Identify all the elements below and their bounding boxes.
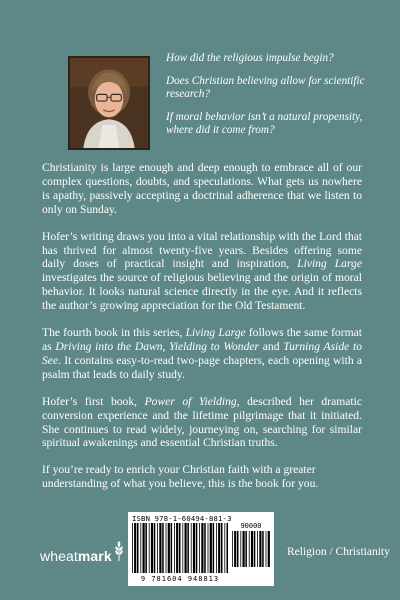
barcode-bar: [221, 523, 223, 573]
barcode-bar: [191, 523, 192, 573]
book-title: Power of Yielding: [144, 394, 237, 408]
barcode-bar: [245, 531, 247, 567]
question-3: If moral behavior isn’t a natural propensity, where did it come from?: [166, 110, 363, 137]
barcode-bar: [257, 531, 258, 567]
paragraph-3: The fourth book in this series, Living Large follows the same format as Driving into the Dawn, Yielding to Wonder and Turning Aside to See. It contains easy-to-read two-page chapters, each opening with a psalm that leads to daily study.: [42, 326, 363, 381]
category-label: Religion / Christianity: [287, 546, 390, 558]
barcode-bar: [185, 523, 187, 573]
barcode-bar: [243, 531, 245, 567]
barcode-bar: [196, 523, 198, 573]
author-portrait-image: [70, 58, 148, 148]
publisher-logo: [40, 541, 125, 564]
paragraph-2: Hofer’s writing draws you into a vital relationship with the Lord that has thrived for almost twenty-five years. Besides offering some daily doses of practical insight and inspiration, Living Large investigates the source of religious believing and the origin of moral behavior. It looks natural science directly in the eye. And it reflects the author’s growing appreciation for the Old Testament.: [42, 229, 362, 313]
barcode-bar: [208, 523, 209, 573]
publisher-name-bold: mark: [77, 548, 112, 564]
barcode-bar: [232, 531, 233, 567]
barcode-bar: [227, 523, 229, 573]
barcode-bar: [157, 523, 158, 573]
book-title: Turning Aside to See: [42, 339, 363, 367]
barcode-bar: [240, 531, 241, 567]
barcode-bar: [168, 523, 170, 573]
barcode-bar: [234, 531, 236, 567]
barcode-bar: [187, 523, 189, 573]
barcode-bars: [132, 523, 228, 573]
author-photo: [68, 56, 150, 150]
barcode-bar: [154, 523, 156, 573]
ean-number: 9 781604 948813: [140, 575, 220, 583]
question-list: [166, 52, 381, 147]
barcode-bar: [179, 523, 181, 573]
barcode-bar: [134, 523, 136, 573]
barcode-bar: [199, 523, 200, 573]
barcode-bar: [216, 523, 217, 573]
isbn-barcode: [128, 512, 274, 586]
barcode-bar: [266, 531, 267, 567]
barcode-bar: [201, 523, 203, 573]
barcode-bar: [262, 531, 264, 567]
barcode-bar: [210, 523, 212, 573]
barcode-bar: [259, 531, 261, 567]
question-1: How did the religious impulse begin?: [166, 52, 334, 64]
price-barcode-bars: [232, 531, 270, 567]
barcode-bar: [176, 523, 178, 573]
barcode-bar: [149, 523, 150, 573]
barcode-bar: [204, 523, 206, 573]
barcode-bar: [268, 531, 270, 567]
paragraph-1: Christianity is large enough and deep enough to embrace all of our complex questions, doubts, and speculations. What gets us nowhere is apathy, passively accepting a doctrinal adherence that we listen to only on Sunday.: [42, 161, 362, 216]
barcode-bar: [174, 523, 175, 573]
barcode-bar: [251, 531, 253, 567]
barcode-bar: [182, 523, 183, 573]
question-2: Does Christian believing allow for scientific research?: [166, 74, 365, 101]
isbn-number: ISBN 978-1-60494-881-3: [132, 514, 232, 523]
publisher-name-light: wheat: [40, 548, 78, 564]
book-title: Living Large: [185, 326, 246, 340]
wheat-icon: [113, 541, 125, 561]
barcode-bar: [218, 523, 220, 573]
barcode-bar: [132, 523, 133, 573]
barcode-bar: [140, 523, 141, 573]
barcode-bar: [162, 523, 164, 573]
barcode-bar: [193, 523, 195, 573]
paragraph-5: If you’re ready to enrich your Christian faith with a greater understanding of what you believe, this is the book for you.: [42, 463, 319, 491]
barcode-bar: [143, 523, 145, 573]
price-code: 90000: [240, 522, 262, 530]
barcode-bar: [137, 523, 139, 573]
book-title: Driving into the Dawn, Yielding to Wonder: [55, 339, 260, 353]
barcode-bar: [254, 531, 256, 567]
barcode-bar: [159, 523, 161, 573]
paragraph-4: Hofer’s first book, Power of Yielding, described her dramatic conversion experience and the lifetime pilgrimage that it initiated. She continues to read widely, journeying on, searching for similar spiritual awakenings and essential Christian truths.: [42, 394, 362, 450]
barcode-bar: [171, 523, 173, 573]
barcode-bar: [166, 523, 167, 573]
barcode-bar: [145, 523, 147, 573]
barcode-bar: [151, 523, 153, 573]
barcode-bar: [224, 523, 225, 573]
book-title: Living Large: [297, 257, 362, 271]
barcode-bar: [237, 531, 239, 567]
barcode-bar: [213, 523, 215, 573]
description-body: [42, 161, 362, 504]
barcode-bar: [249, 531, 250, 567]
